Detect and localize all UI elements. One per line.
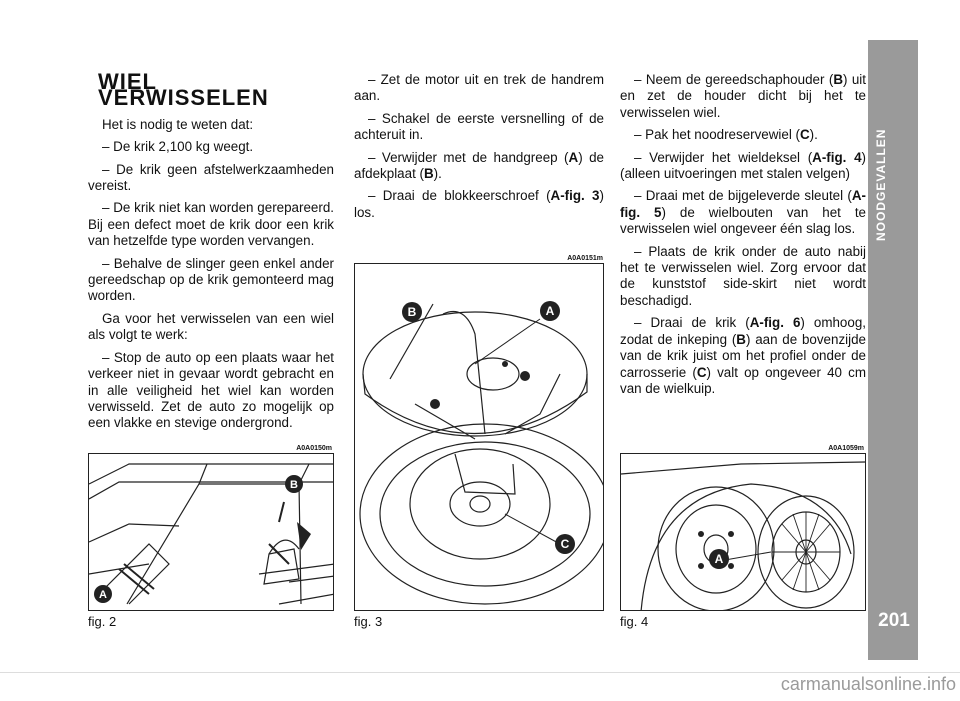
paragraph: – Draai de krik (A-fig. 6) omhoog, zodat de inkeping (B) aan de bovenzijde van de krik juist om het profiel onder de carrosserie (C) valt op ongeveer 40 cm van de wielkuip. — [620, 315, 866, 396]
page-number: 201 — [878, 610, 910, 631]
callout-label-b: B — [407, 305, 417, 319]
figure-code: A0A1059m — [828, 445, 864, 452]
callout-label-c: C — [560, 537, 570, 551]
intro-paragraph: Het is nodig te weten dat: — [102, 116, 254, 132]
footer-divider — [0, 672, 960, 673]
paragraph: – Draai met de bijgeleverde sleutel (A-fig. 5) de wielbouten van het te verwisselen wiel ongeveer één slag los. — [620, 188, 866, 237]
section-tab-label: NOODGEVALLEN — [874, 128, 888, 242]
paragraph: – Pak het noodreservewiel (C). — [634, 127, 818, 143]
figure-caption: fig. 2 — [88, 614, 117, 629]
paragraph: – Verwijder met de handgreep (A) de afdekplaat (B). — [354, 149, 604, 182]
paragraph: – Stop de auto op een plaats waar het verkeer niet in gevaar wordt gebracht en in alle veiligheid het wiel kan worden verwisseld. Zet de auto zo mogelijk op een vlakke en stevige ondergrond. — [88, 349, 334, 431]
figure-caption: fig. 3 — [354, 614, 383, 629]
paragraph: – De krik 2,100 kg weegt. — [102, 139, 254, 155]
figure-code: A0A0151m — [567, 255, 603, 262]
paragraph: – Behalve de slinger geen enkel ander gereedschap op de krik gemonteerd mag worden. — [88, 255, 334, 304]
text-column-3 — [620, 72, 866, 403]
callout-label-a: A — [714, 552, 724, 566]
figure-3-illustration — [354, 263, 604, 611]
figure-code: A0A0150m — [296, 445, 332, 452]
text-column-2 — [354, 72, 604, 227]
paragraph: – Plaats de krik onder de auto nabij het te verwisselen wiel. Zorg ervoor dat de kunststof side-skirt niet wordt beschadigd. — [620, 243, 866, 308]
figure-caption: fig. 4 — [620, 614, 649, 629]
paragraph: – Neem de gereedschaphouder (B) uit en zet de houder dicht bij het te verwisselen wiel. — [620, 72, 867, 120]
paragraph: – Schakel de eerste versnelling of de achteruit in. — [354, 110, 604, 143]
watermark: carmanualsonline.info — [780, 674, 956, 694]
callout-label-a: A — [99, 589, 107, 601]
callout-label-a: A — [545, 304, 555, 318]
paragraph: – Verwijder het wieldeksel (A-fig. 4) (alleen uitvoeringen met stalen velgen) — [620, 149, 866, 182]
trunk-floor-drawing — [89, 454, 334, 611]
paragraph: – De krik geen afstelwerkzaamheden vereist. — [88, 161, 334, 194]
paragraph: – Zet de motor uit en trek de handrem aan. — [354, 72, 604, 104]
paragraph: – De krik niet kan worden gerepareerd. Bij een defect moet de krik door een krik van hetzelfde type worden vervangen. — [88, 200, 334, 249]
figure-4-illustration — [620, 453, 866, 611]
spare-wheel-toolholder-drawing — [355, 264, 604, 611]
figure-2-illustration — [88, 453, 334, 611]
wheel-cover-drawing — [621, 454, 866, 611]
paragraph: – Draai de blokkeerschroef (A-fig. 3) los. — [354, 188, 604, 220]
page-title: WIEL VERWISSELEN — [98, 69, 269, 111]
paragraph: Ga voor het verwisselen van een wiel als volgt te werk: — [88, 310, 334, 343]
text-column-1 — [88, 69, 334, 438]
callout-label-b: B — [290, 479, 298, 491]
